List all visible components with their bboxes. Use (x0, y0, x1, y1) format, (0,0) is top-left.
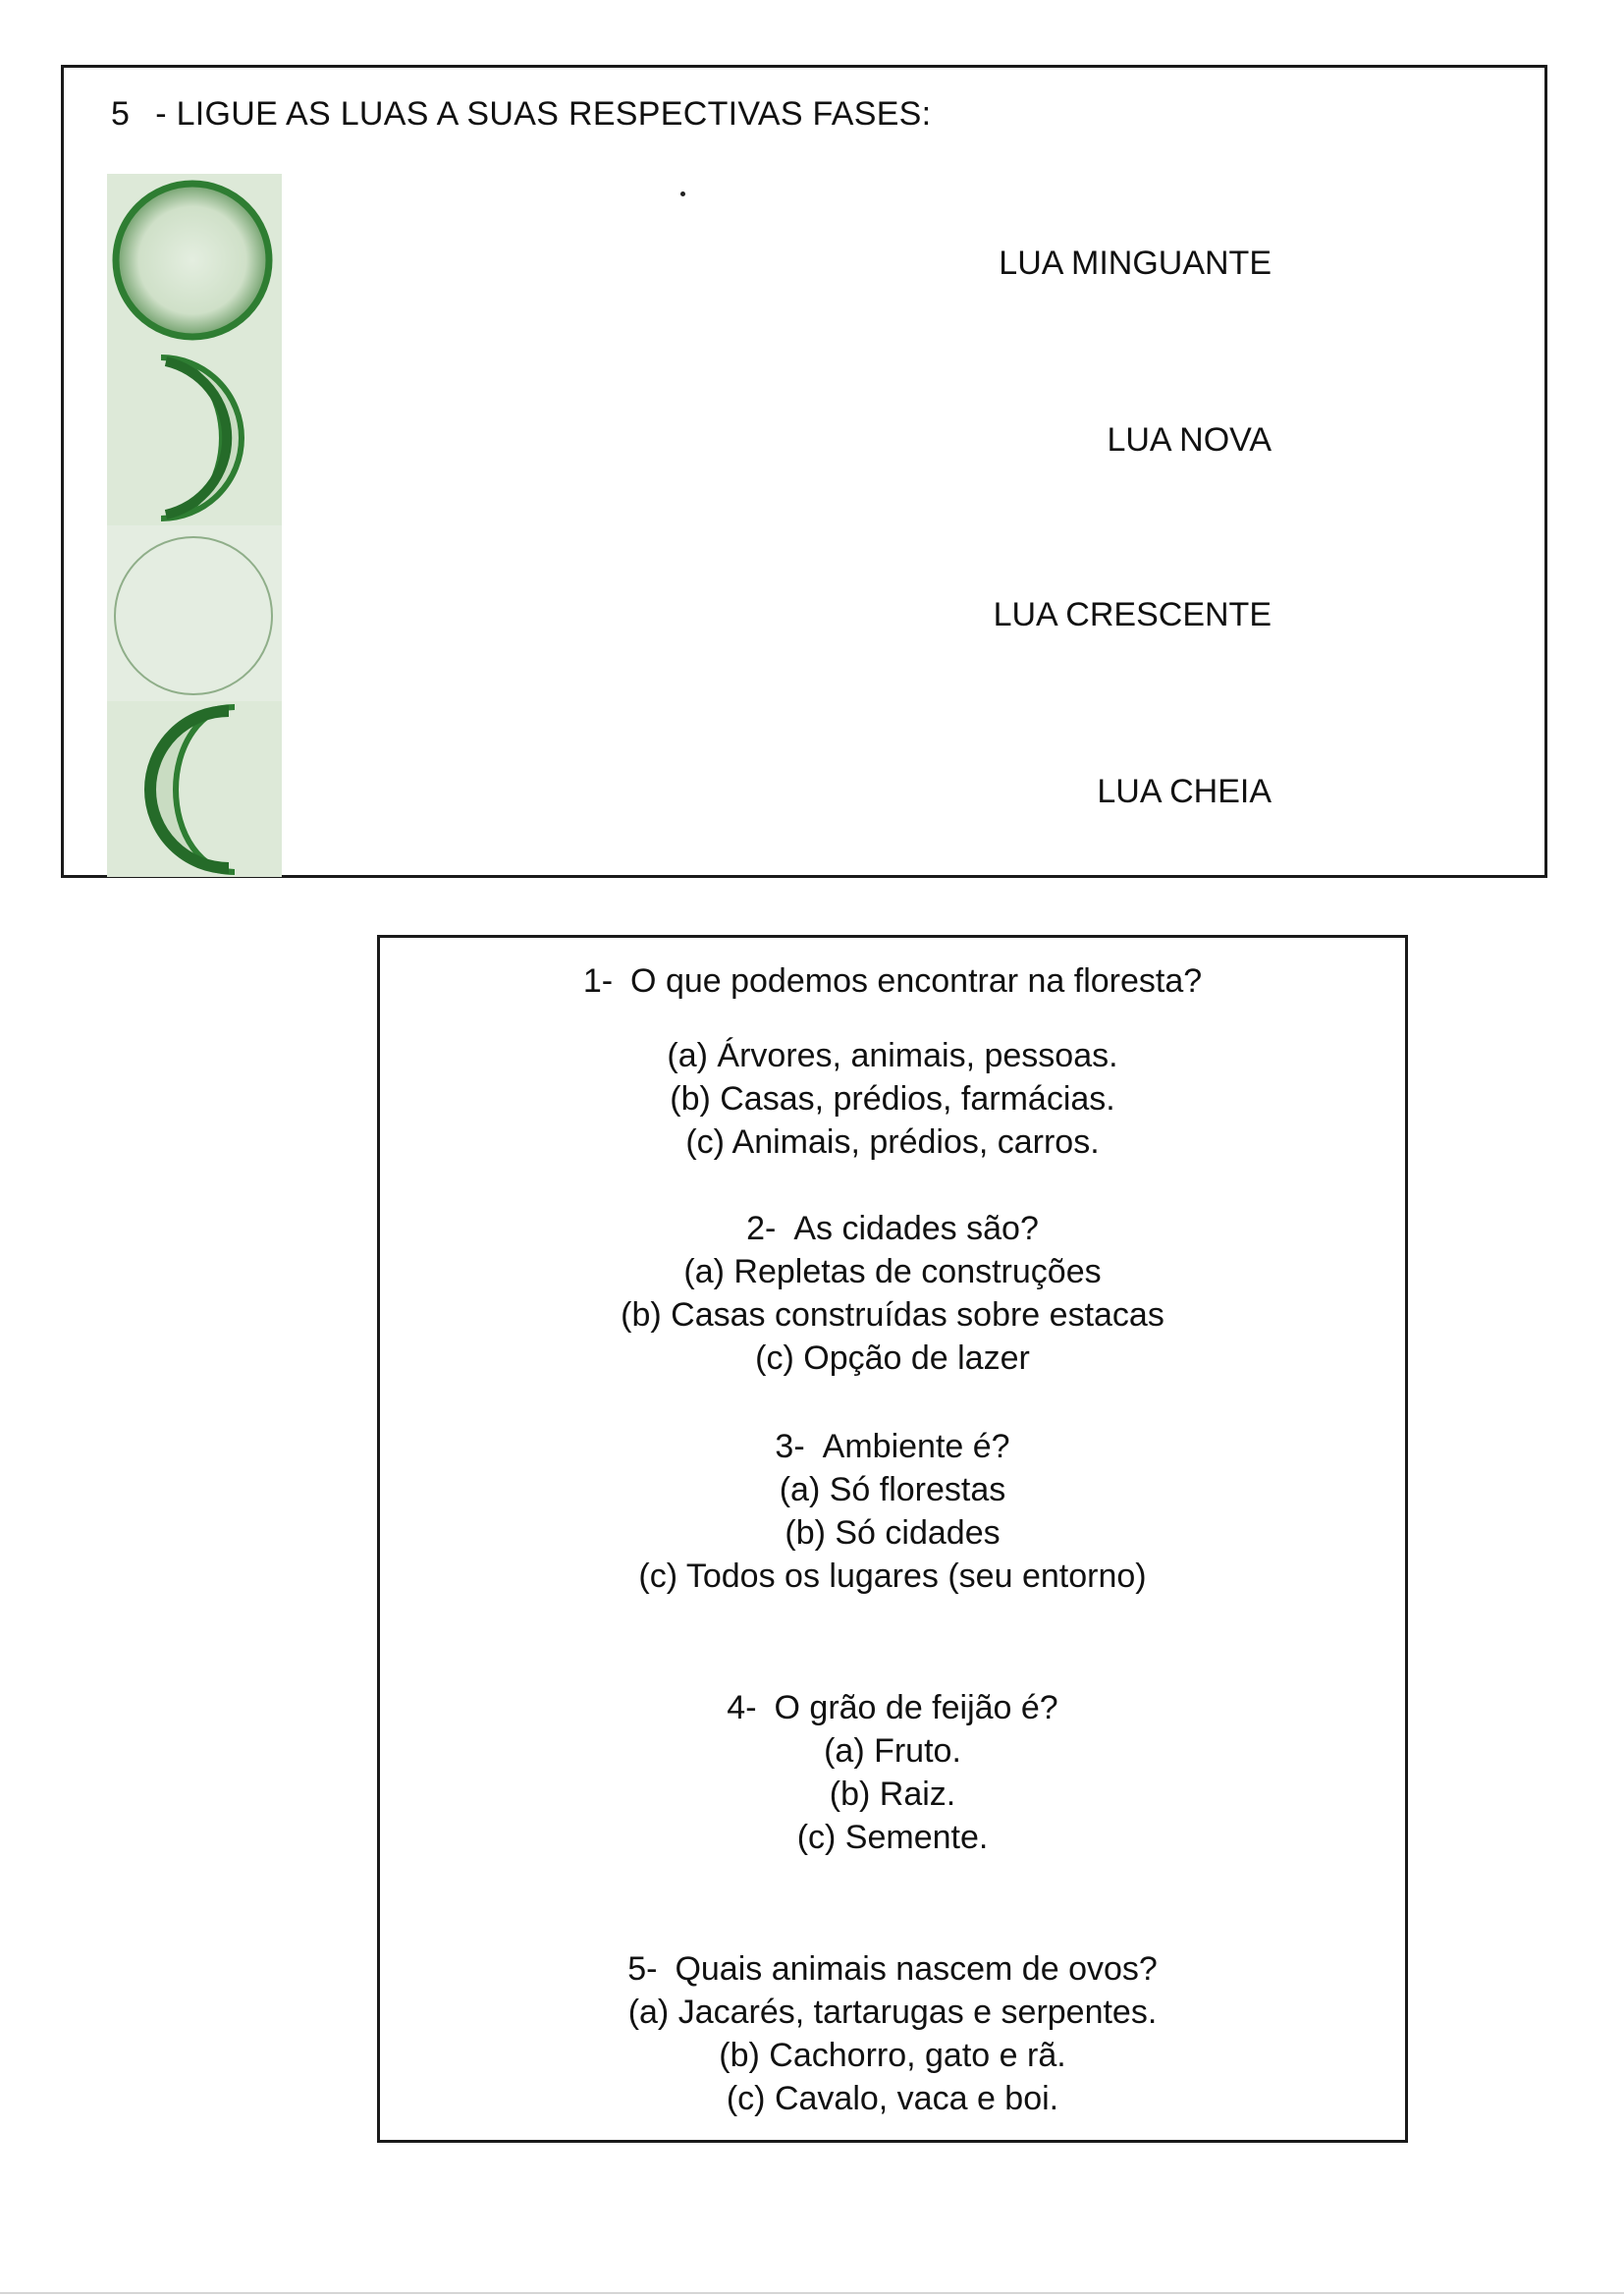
question-5 (380, 1949, 1405, 1989)
option-5a: (a) Jacarés, tartarugas e serpentes. (627, 1994, 1158, 2031)
question-4 (380, 1688, 1405, 1727)
phase-label-nova: LUA NOVA (1107, 421, 1272, 459)
stray-dot (680, 191, 685, 196)
exercise-5-box (61, 65, 1547, 878)
exercise-instruction: - LIGUE AS LUAS A SUAS RESPECTIVAS FASES: (155, 95, 932, 133)
question-text: Ambiente é? (822, 1428, 1010, 1465)
option-5c: (c) Cavalo, vaca e boi. (726, 2080, 1059, 2117)
question-1 (380, 961, 1405, 1001)
option-4c: (c) Semente. (796, 1819, 989, 1856)
phase-label-minguante: LUA MINGUANTE (999, 245, 1272, 282)
option-4a: (a) Fruto. (824, 1732, 961, 1770)
option-2a: (a) Repletas de construções (683, 1253, 1102, 1290)
waning-crescent-moon-icon (107, 701, 282, 877)
question-text: As cidades são? (793, 1210, 1039, 1247)
question-number: 1- (582, 962, 614, 1000)
quiz-box (377, 935, 1408, 2143)
option-2c: (c) Opção de lazer (755, 1339, 1030, 1377)
option-2b: (b) Casas construídas sobre estacas (621, 1296, 1164, 1334)
exercise-5-title (111, 95, 931, 134)
waxing-crescent-moon-icon (107, 350, 282, 525)
option-3c: (c) Todos os lugares (seu entorno) (638, 1558, 1147, 1595)
question-2 (380, 1209, 1405, 1248)
option-1c: (c) Animais, prédios, carros. (685, 1123, 1100, 1161)
option-5b: (b) Cachorro, gato e rã. (719, 2037, 1066, 2074)
option-3b: (b) Só cidades (785, 1514, 1001, 1552)
option-3a: (a) Só florestas (779, 1471, 1006, 1508)
question-text: O grão de feijão é? (774, 1689, 1058, 1726)
option-4b: (b) Raiz. (829, 1776, 956, 1813)
question-text: Quais animais nascem de ovos? (675, 1950, 1158, 1988)
question-number: 5- (627, 1950, 658, 1988)
question-number: 2- (746, 1210, 777, 1247)
phase-label-cheia: LUA CHEIA (1097, 773, 1272, 810)
option-1a: (a) Árvores, animais, pessoas. (667, 1037, 1118, 1074)
question-3 (380, 1427, 1405, 1466)
exercise-number: 5 (111, 95, 131, 133)
page-bottom-rule (0, 2292, 1624, 2294)
question-number: 3- (775, 1428, 805, 1465)
question-number: 4- (727, 1689, 757, 1726)
option-1b: (b) Casas, prédios, farmácias. (670, 1080, 1115, 1118)
full-moon-icon (107, 174, 282, 350)
phase-label-crescente: LUA CRESCENTE (993, 596, 1272, 633)
moon-image-strip (107, 174, 282, 877)
new-moon-icon (107, 525, 282, 701)
question-text: O que podemos encontrar na floresta? (630, 962, 1203, 1000)
